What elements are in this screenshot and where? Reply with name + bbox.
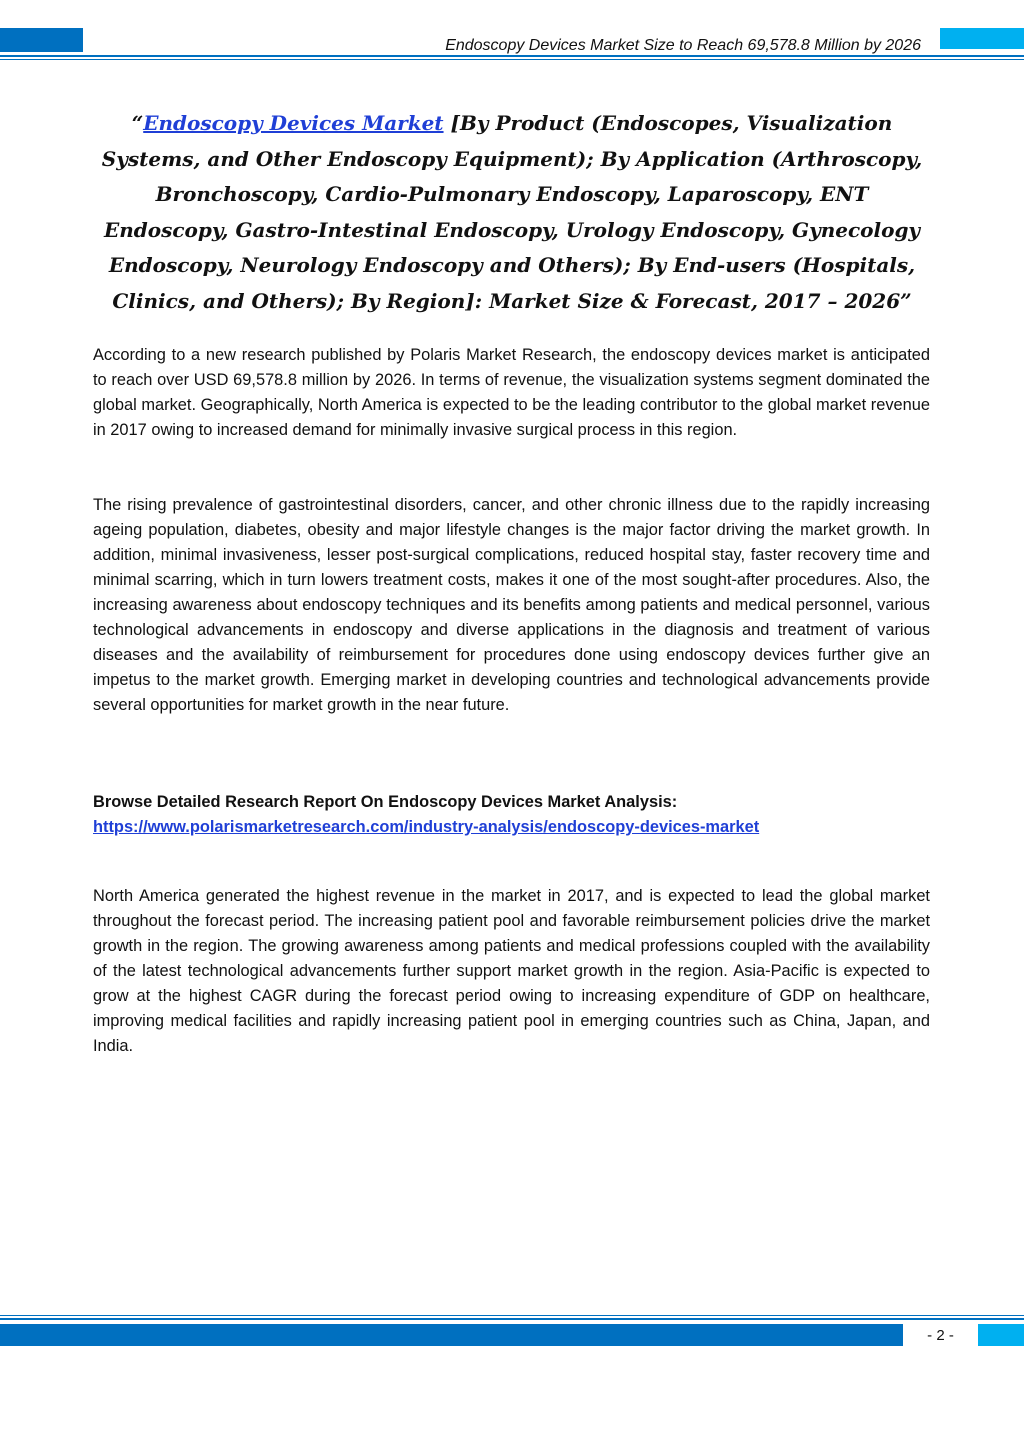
regional-analysis-paragraph: North America generated the highest revenue in the market in 2017, and is expected to lead the global market throughout the forecast period. The increasing patient pool and favorable reimbursement policies drive the market growth in the region. The growing awareness among patients and medical professions coupled with the availability of the latest technological advancements further support market growth in the region. Asia-Pacific is expected to grow at the highest CAGR during the forecast period owing to increasing expenditure of GDP on healthcare, improving medical facilities and rapidly increasing patient pool in emerging countries such as China, Japan, and India.	[93, 887, 930, 1055]
growth-drivers-paragraph: The rising prevalence of gastrointestinal disorders, cancer, and other chronic illness due to the rapidly increasing ageing population, diabetes, obesity and major lifestyle changes is the major factor driving the market growth. In addition, minimal invasiveness, lesser post-surgical complications, reduced hospital stay, faster recovery time and minimal scarring, which in turn lowers treatment costs, makes it one of the most sought-after procedures. Also, the increasing awareness about endoscopy techniques and its benefits among patients and medical personnel, various technological advancements in endoscopy and diverse applications in the diagnosis and treatment of various diseases and the availability of reimbursement for procedures done using endoscopy devices further give an impetus to the market growth. Emerging market in developing countries and technological advancements provide several opportunities for market growth in the near future.	[93, 496, 930, 714]
browse-report-block	[93, 790, 930, 840]
footer-rule-thin	[0, 1315, 1024, 1316]
browse-label: Browse Detailed Research Report On Endoscopy Devices Market Analysis:	[93, 793, 678, 811]
header-rule	[0, 55, 1024, 57]
footer-bar	[0, 1324, 903, 1346]
title-open-quote: “	[131, 111, 144, 135]
footer-rule	[0, 1318, 1024, 1320]
header-accent-block-right	[940, 28, 1024, 49]
running-header-title: Endoscopy Devices Market Size to Reach 69,578.8 Million by 2026	[445, 37, 921, 54]
header-rule-thin	[0, 59, 1024, 60]
report-title	[90, 106, 934, 319]
market-report-link[interactable]: Endoscopy Devices Market	[143, 111, 444, 135]
footer-accent-block-right	[978, 1324, 1024, 1346]
title-text: [By Product (Endoscopes, Visualization Systems, and Other Endoscopy Equipment); By Application (Arthroscopy, Bronchoscopy, Cardio-Pulmonary Endoscopy, Laparoscopy, ENT Endoscopy, Gastro-Intestinal Endoscopy, Urology Endoscopy, Gynecology Endoscopy, Neurology Endoscopy and Others); By End-users (Hospitals, Clinics, and Others); By Region]: Market Size & Forecast, 2017 – 2026”	[101, 111, 923, 313]
header-accent-block-left	[0, 28, 83, 52]
page-number: - 2 -	[927, 1327, 954, 1344]
intro-paragraph: According to a new research published by Polaris Market Research, the endoscopy devices market is anticipated to reach over USD 69,578.8 million by 2026. In terms of revenue, the visualization systems segment dominated the global market. Geographically, North America is expected to be the leading contributor to the global market revenue in 2017 owing to increased demand for minimally invasive surgical process in this region.	[93, 346, 930, 439]
report-url-link[interactable]: https://www.polarismarketresearch.com/industry-analysis/endoscopy-devices-market	[93, 818, 760, 836]
